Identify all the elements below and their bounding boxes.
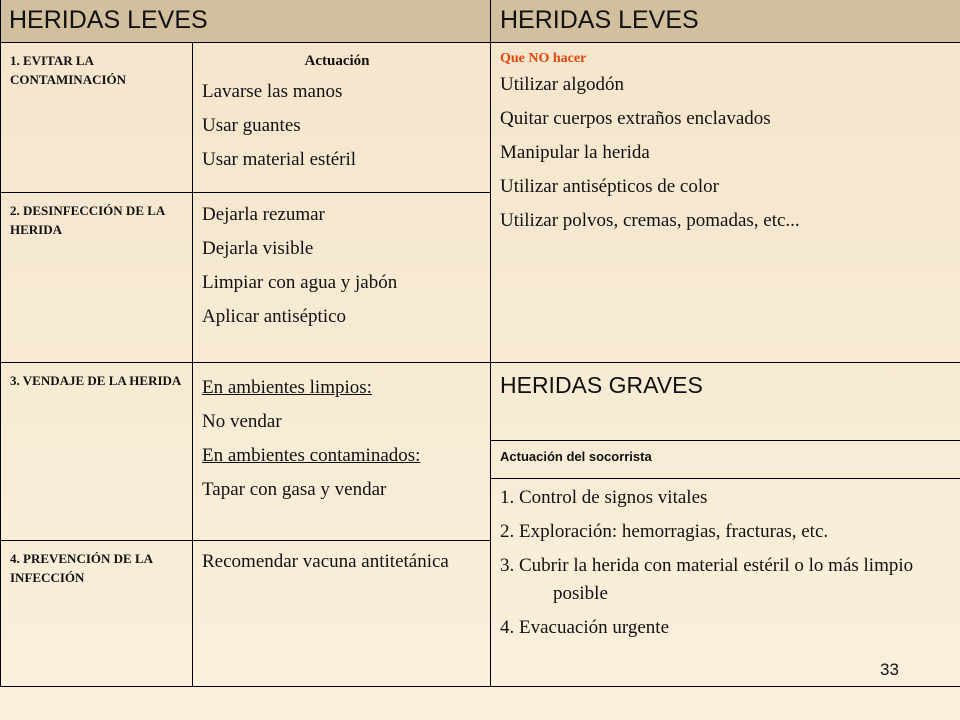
header-right <box>491 0 960 42</box>
divider <box>491 478 960 479</box>
list-item: Aplicar antiséptico <box>202 306 347 327</box>
list-item: 2. Exploración: hemorragias, fracturas, etc. <box>500 521 829 542</box>
graves-subheading: Actuación del socorrista <box>500 449 652 464</box>
header-right-title: HERIDAS LEVES <box>500 6 699 34</box>
list-item: Lavarse las manos <box>202 81 343 102</box>
graves-subheading-cell <box>491 440 960 478</box>
list-item: 3. Cubrir la herida con material estéril o lo más limpio posible <box>500 555 914 604</box>
list-item: 1. Control de signos vitales <box>500 487 708 508</box>
header-left-title: HERIDAS LEVES <box>9 6 208 34</box>
divider <box>0 42 960 43</box>
graves-list <box>500 481 960 645</box>
list-item: Tapar con gasa y vendar <box>202 479 387 500</box>
divider <box>0 362 960 363</box>
list-item: Usar material estéril <box>202 149 357 170</box>
row-content-contaminacion <box>192 42 491 192</box>
list-item: Utilizar algodón <box>500 74 624 95</box>
desinfeccion-list <box>202 198 491 334</box>
vendaje-list <box>202 371 491 507</box>
list-item: En ambientes limpios: <box>202 377 372 398</box>
divider <box>491 440 960 441</box>
list-item: No vendar <box>202 411 282 432</box>
actuacion-heading: Actuación <box>304 53 370 69</box>
divider <box>0 192 491 193</box>
label-desinfeccion: 2. DESINFECCIÓN DE LA HERIDA <box>10 203 165 237</box>
no-hacer-list <box>500 68 960 238</box>
page-number: 33 <box>880 660 899 679</box>
row-label-prevencion <box>0 540 192 686</box>
list-item: 4. Evacuación urgente <box>500 617 669 638</box>
list-item: Recomendar vacuna antitetánica <box>202 551 449 572</box>
list-item: En ambientes contaminados: <box>202 445 421 466</box>
row-content-desinfeccion <box>192 192 491 362</box>
list-item: Utilizar antisépticos de color <box>500 176 719 197</box>
divider <box>0 0 1 687</box>
list-item: Utilizar polvos, cremas, pomadas, etc... <box>500 210 800 231</box>
list-item: Quitar cuerpos extraños enclavados <box>500 108 771 129</box>
label-prevencion: 4. PREVENCIÓN DE LA INFECCIÓN <box>10 551 153 585</box>
list-item: Manipular la herida <box>500 142 650 163</box>
graves-title-cell <box>491 362 960 440</box>
contaminacion-list <box>202 75 491 177</box>
graves-steps-cell <box>491 478 960 686</box>
list-item: Usar guantes <box>202 115 301 136</box>
row-content-vendaje <box>192 362 491 540</box>
no-hacer-panel <box>491 42 960 362</box>
divider <box>490 0 491 687</box>
no-hacer-heading: Que NO hacer <box>500 51 587 66</box>
row-content-prevencion <box>192 540 491 686</box>
list-item: Dejarla visible <box>202 238 314 259</box>
label-vendaje: 3. VENDAJE DE LA HERIDA <box>10 373 182 388</box>
label-contaminacion: 1. EVITAR LA CONTAMINACIÓN <box>10 53 127 87</box>
list-item: Dejarla rezumar <box>202 204 325 225</box>
divider <box>0 540 491 541</box>
divider <box>192 42 193 687</box>
row-label-vendaje <box>0 362 192 540</box>
graves-title: HERIDAS GRAVES <box>500 372 703 398</box>
row-label-desinfeccion <box>0 192 192 362</box>
header-left <box>0 0 491 42</box>
row-label-contaminacion <box>0 42 192 192</box>
list-item: Limpiar con agua y jabón <box>202 272 398 293</box>
divider <box>0 686 960 687</box>
